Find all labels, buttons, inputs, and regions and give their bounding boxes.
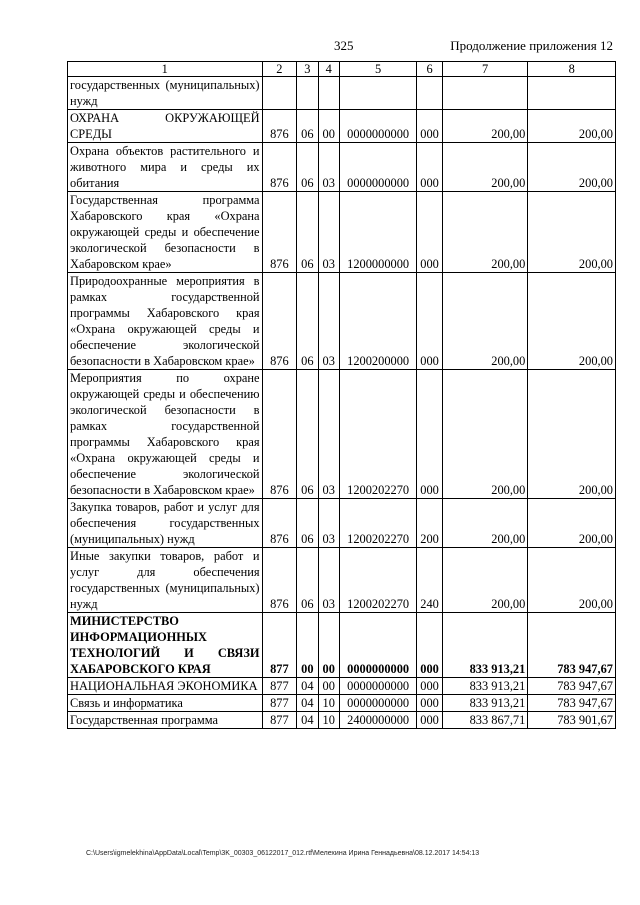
page-header — [0, 38, 640, 56]
expense-type-code: 200 — [417, 499, 442, 548]
amount-year-1: 200,00 — [442, 192, 528, 273]
target-article-code: 0000000000 — [339, 613, 416, 678]
amount-year-1: 200,00 — [442, 143, 528, 192]
subsection-code: 03 — [318, 273, 339, 370]
amount-year-2: 200,00 — [528, 110, 616, 143]
row-description: НАЦИОНАЛЬНАЯ ЭКОНОМИКА — [68, 678, 263, 695]
expense-type-code: 000 — [417, 273, 442, 370]
row-description: государственных (муниципальных) нужд — [68, 77, 263, 110]
target-article-code: 2400000000 — [339, 712, 416, 729]
row-description: Иные закупки товаров, работ и услуг для обеспечения государственных (муниципальных) нужд — [68, 548, 263, 613]
amount-year-1: 833 913,21 — [442, 613, 528, 678]
row-description: Связь и информатика — [68, 695, 263, 712]
column-number-row — [68, 62, 616, 77]
target-article-code: 0000000000 — [339, 143, 416, 192]
section-code — [297, 77, 318, 110]
target-article-code: 0000000000 — [339, 678, 416, 695]
amount-year-2: 783 901,67 — [528, 712, 616, 729]
section-code: 06 — [297, 110, 318, 143]
expense-type-code: 000 — [417, 695, 442, 712]
subsection-code: 00 — [318, 110, 339, 143]
chapter-code: 877 — [262, 678, 297, 695]
expense-type-code: 000 — [417, 712, 442, 729]
appendix-continuation-note: Продолжение приложения 12 — [450, 38, 613, 53]
section-code: 06 — [297, 192, 318, 273]
chapter-code: 876 — [262, 192, 297, 273]
subsection-code — [318, 77, 339, 110]
target-article-code: 1200202270 — [339, 548, 416, 613]
amount-year-2: 783 947,67 — [528, 678, 616, 695]
amount-year-1: 200,00 — [442, 273, 528, 370]
amount-year-1: 200,00 — [442, 499, 528, 548]
chapter-code — [262, 77, 297, 110]
section-code: 04 — [297, 695, 318, 712]
amount-year-2 — [528, 77, 616, 110]
expense-type-code: 000 — [417, 192, 442, 273]
section-code: 06 — [297, 370, 318, 499]
amount-year-2: 200,00 — [528, 548, 616, 613]
chapter-code: 876 — [262, 499, 297, 548]
row-description: Закупка товаров, работ и услуг для обеспечения государственных (муниципальных) нужд — [68, 499, 263, 548]
section-code: 06 — [297, 548, 318, 613]
subsection-code: 03 — [318, 192, 339, 273]
section-code: 06 — [297, 499, 318, 548]
chapter-code: 877 — [262, 613, 297, 678]
target-article-code: 0000000000 — [339, 110, 416, 143]
chapter-code: 876 — [262, 110, 297, 143]
target-article-code: 0000000000 — [339, 695, 416, 712]
table-row — [68, 548, 616, 613]
column-number: 7 — [442, 62, 528, 77]
subsection-code: 10 — [318, 712, 339, 729]
column-number: 2 — [262, 62, 297, 77]
subsection-code: 03 — [318, 370, 339, 499]
chapter-code: 877 — [262, 695, 297, 712]
amount-year-2: 200,00 — [528, 499, 616, 548]
table-row — [68, 273, 616, 370]
subsection-code: 00 — [318, 678, 339, 695]
table-body — [68, 77, 616, 729]
chapter-code: 876 — [262, 143, 297, 192]
amount-year-2: 200,00 — [528, 273, 616, 370]
section-code: 06 — [297, 273, 318, 370]
column-number: 1 — [68, 62, 263, 77]
column-number: 3 — [297, 62, 318, 77]
row-description: Природоохранные мероприятия в рамках государственной программы Хабаровского края «Охрана окружающей среды и обеспечение экологической безопасности в Хабаровском крае» — [68, 273, 263, 370]
column-number: 8 — [528, 62, 616, 77]
row-description: Государственная программа — [68, 712, 263, 729]
table-row — [68, 712, 616, 729]
section-code: 04 — [297, 712, 318, 729]
row-description: Мероприятия по охране окружающей среды и обеспечению экологической безопасности в рамках государственной программы Хабаровского края «Охрана окружающей среды и обеспечение экологической безопасности в Хабаровском крае» — [68, 370, 263, 499]
page-number: 325 — [334, 38, 354, 53]
amount-year-1: 200,00 — [442, 370, 528, 499]
expense-type-code — [417, 77, 442, 110]
table-row — [68, 192, 616, 273]
table-row — [68, 499, 616, 548]
amount-year-2: 200,00 — [528, 370, 616, 499]
target-article-code: 1200200000 — [339, 273, 416, 370]
subsection-code: 03 — [318, 499, 339, 548]
table-row — [68, 678, 616, 695]
amount-year-1: 833 913,21 — [442, 678, 528, 695]
chapter-code: 876 — [262, 548, 297, 613]
subsection-code: 00 — [318, 613, 339, 678]
column-number: 6 — [417, 62, 442, 77]
table-row — [68, 613, 616, 678]
section-code: 06 — [297, 143, 318, 192]
expense-type-code: 000 — [417, 110, 442, 143]
table-row — [68, 370, 616, 499]
chapter-code: 877 — [262, 712, 297, 729]
amount-year-1: 200,00 — [442, 548, 528, 613]
column-number: 4 — [318, 62, 339, 77]
chapter-code: 876 — [262, 370, 297, 499]
budget-table — [67, 61, 616, 729]
chapter-code: 876 — [262, 273, 297, 370]
table-row — [68, 110, 616, 143]
subsection-code: 10 — [318, 695, 339, 712]
target-article-code: 1200202270 — [339, 370, 416, 499]
target-article-code: 1200000000 — [339, 192, 416, 273]
amount-year-2: 200,00 — [528, 192, 616, 273]
table-row — [68, 695, 616, 712]
row-description: ОХРАНА ОКРУЖАЮЩЕЙ СРЕДЫ — [68, 110, 263, 143]
file-path-footer: C:\Users\igmelekhina\AppData\Local\Temp\3K_00303_06122017_012.rtf\Мелехина Ирина Геннадьевна\08.12.2017 14:54:13 — [86, 850, 480, 857]
amount-year-1: 200,00 — [442, 110, 528, 143]
amount-year-2: 783 947,67 — [528, 695, 616, 712]
row-description: Государственная программа Хабаровского края «Охрана окружающей среды и обеспечение экологической безопасности в Хабаровском крае» — [68, 192, 263, 273]
subsection-code: 03 — [318, 143, 339, 192]
amount-year-2: 783 947,67 — [528, 613, 616, 678]
expense-type-code: 240 — [417, 548, 442, 613]
amount-year-2: 200,00 — [528, 143, 616, 192]
expense-type-code: 000 — [417, 678, 442, 695]
amount-year-1: 833 867,71 — [442, 712, 528, 729]
target-article-code — [339, 77, 416, 110]
target-article-code: 1200202270 — [339, 499, 416, 548]
section-code: 04 — [297, 678, 318, 695]
row-description: МИНИСТЕРСТВО ИНФОРМАЦИОННЫХ ТЕХНОЛОГИЙ И СВЯЗИ ХАБАРОВСКОГО КРАЯ — [68, 613, 263, 678]
amount-year-1: 833 913,21 — [442, 695, 528, 712]
table-row — [68, 143, 616, 192]
subsection-code: 03 — [318, 548, 339, 613]
expense-type-code: 000 — [417, 370, 442, 499]
expense-type-code: 000 — [417, 143, 442, 192]
amount-year-1 — [442, 77, 528, 110]
section-code: 00 — [297, 613, 318, 678]
column-number: 5 — [339, 62, 416, 77]
expense-type-code: 000 — [417, 613, 442, 678]
row-description: Охрана объектов растительного и животного мира и среды их обитания — [68, 143, 263, 192]
table-row — [68, 77, 616, 110]
